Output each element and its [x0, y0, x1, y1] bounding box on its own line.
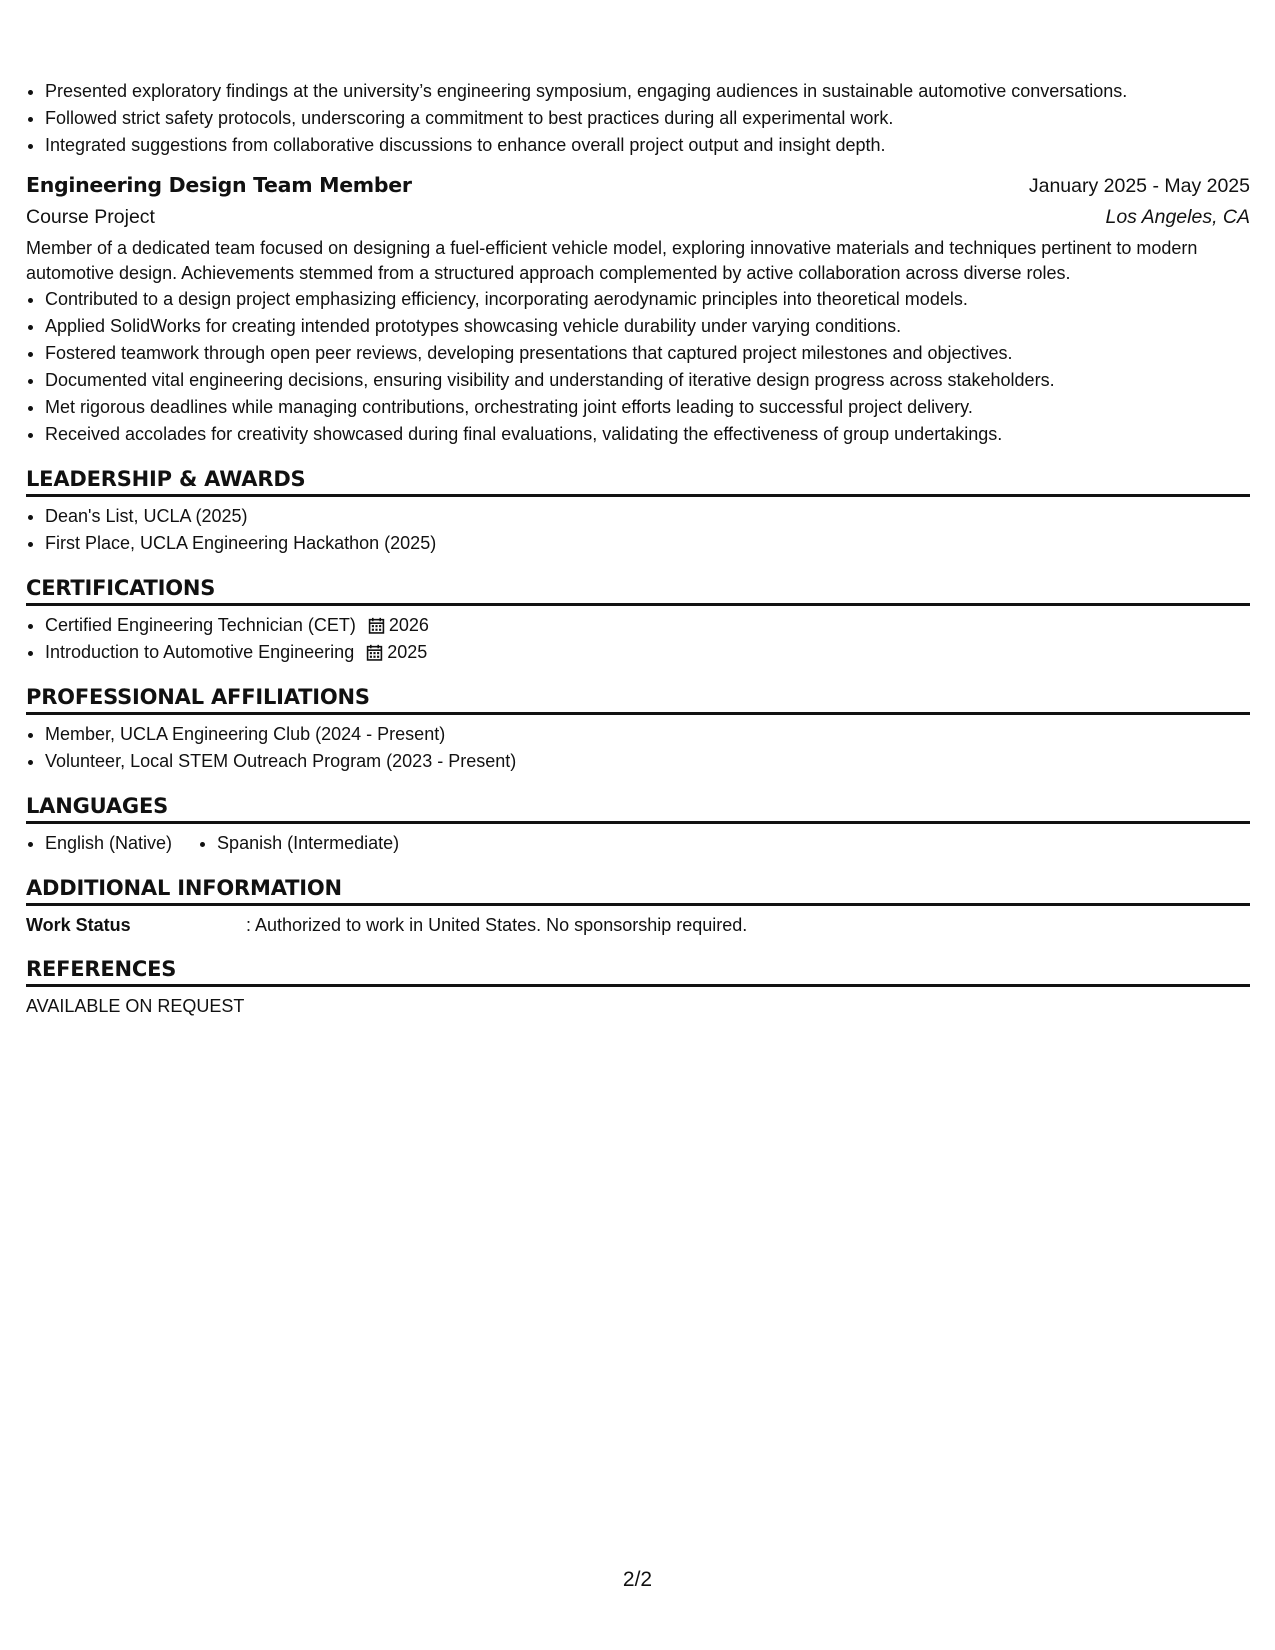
languages-section: [26, 791, 1250, 857]
section-title: PROFESSIONAL AFFILIATIONS: [26, 682, 1250, 715]
list-item: • Met rigorous deadlines while managing contributions, orchestrating joint efforts leading to successful project delivery.: [45, 394, 1250, 421]
job-entry: [26, 169, 1250, 448]
list-item: [45, 612, 1250, 639]
certification-name: • Certified Engineering Technician (CET): [45, 615, 356, 635]
section-title: REFERENCES: [26, 954, 1250, 987]
calendar-icon: [368, 617, 385, 634]
certification-row: [45, 639, 427, 666]
certification-row: [45, 612, 429, 639]
list-item: • Contributed to a design project emphasizing efficiency, incorporating aerodynamic principles into theoretical models.: [45, 286, 1250, 313]
section-title: CERTIFICATIONS: [26, 573, 1250, 606]
job-location: Los Angeles, CA: [1105, 206, 1250, 228]
job-subheader: [26, 202, 1250, 232]
previous-job-bullets: [26, 78, 1250, 159]
section-title: LANGUAGES: [26, 791, 1250, 824]
job-title: Engineering Design Team Member: [26, 173, 412, 197]
list-item: • Presented exploratory findings at the university’s engineering symposium, engaging audiences in sustainable automotive conversations.: [45, 78, 1250, 105]
calendar-icon: [366, 644, 383, 661]
leadership-section: [26, 464, 1250, 557]
affiliations-section: [26, 682, 1250, 775]
certification-year: 2026: [388, 615, 429, 635]
job-description: Member of a dedicated team focused on designing a fuel-efficient vehicle model, exploring innovative materials and techniques pertinent to modern automotive design. Achievements stemmed from a structured approach complemented by active collaboration across diverse roles.: [26, 238, 1198, 283]
section-title: ADDITIONAL INFORMATION: [26, 873, 1250, 906]
references-section: [26, 954, 1250, 1019]
job-header: [26, 169, 1250, 202]
list-item: • Followed strict safety protocols, underscoring a commitment to best practices during all experimental work.: [45, 105, 1250, 132]
leadership-list: [26, 503, 1250, 557]
list-item: • Documented vital engineering decisions, ensuring visibility and understanding of iterative design progress across stakeholders.: [45, 367, 1250, 394]
affiliations-list: [26, 721, 1250, 775]
references-text: AVAILABLE ON REQUEST: [26, 996, 245, 1016]
languages-list: [26, 830, 1250, 857]
certifications-list: [26, 612, 1250, 666]
list-item: • Applied SolidWorks for creating intended prototypes showcasing vehicle durability under varying conditions.: [45, 313, 1250, 340]
list-item: • Volunteer, Local STEM Outreach Program (2023 - Present): [45, 748, 1250, 775]
job-bullets: [26, 286, 1250, 448]
certifications-section: [26, 573, 1250, 666]
job-dates: January 2025 - May 2025: [1028, 175, 1250, 197]
list-item: • Received accolades for creativity showcased during final evaluations, validating the effectiveness of group undertakings.: [45, 421, 1250, 448]
additional-info-section: [26, 873, 1250, 938]
list-item: • Member, UCLA Engineering Club (2024 - Present): [45, 721, 1250, 748]
list-item: • First Place, UCLA Engineering Hackathon (2025): [45, 530, 1250, 557]
list-item: [45, 639, 1250, 666]
work-status-value: : Authorized to work in United States. No sponsorship required.: [246, 915, 748, 935]
list-item: • Dean's List, UCLA (2025): [45, 503, 1250, 530]
resume-page: [26, 78, 1250, 1019]
certification-year: 2025: [387, 642, 428, 662]
job-organization: Course Project: [26, 206, 155, 228]
list-item: • Spanish (Intermediate): [217, 830, 399, 857]
list-item: • English (Native): [45, 830, 172, 857]
list-item: • Integrated suggestions from collaborative discussions to enhance overall project output and insight depth.: [45, 132, 1250, 159]
work-status-label: Work Status: [26, 915, 131, 935]
page-number: 2/2: [622, 1568, 653, 1591]
certification-name: • Introduction to Automotive Engineering: [45, 642, 355, 662]
list-item: • Fostered teamwork through open peer reviews, developing presentations that captured project milestones and objectives.: [45, 340, 1250, 367]
section-title: LEADERSHIP & AWARDS: [26, 464, 1250, 497]
work-status-row: [26, 912, 1250, 938]
